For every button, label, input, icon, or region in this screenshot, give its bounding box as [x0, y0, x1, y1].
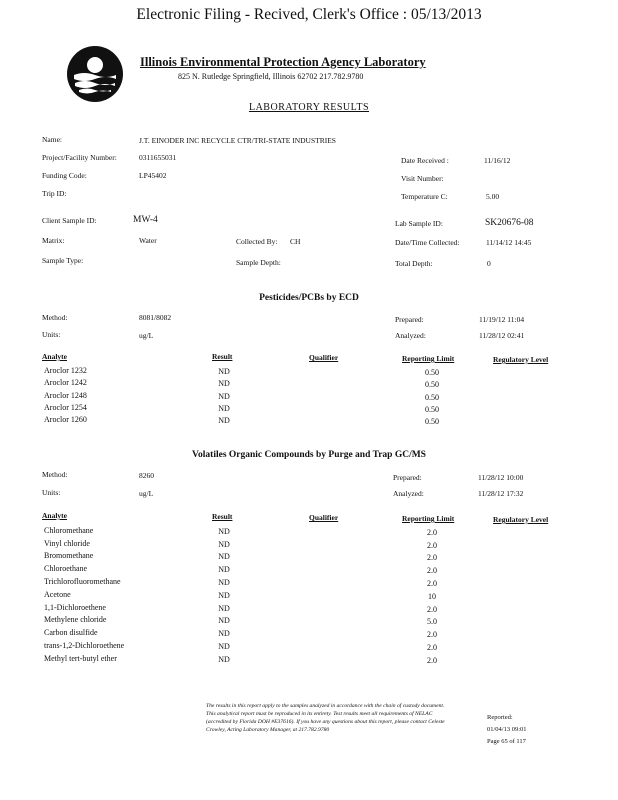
- s2-col-analyte: Analyte: [42, 511, 67, 520]
- s2-limit: 5.0: [427, 617, 437, 626]
- s1-result: ND: [218, 367, 230, 376]
- s2-limit: 2.0: [427, 605, 437, 614]
- s1-analyte: Aroclor 1254: [44, 403, 87, 412]
- s1-col-qualifier: Qualifier: [309, 353, 339, 362]
- reported-label: Reported:: [487, 714, 513, 721]
- funding-value: LP45402: [139, 171, 167, 180]
- lab-sample-value: SK20676-08: [485, 218, 534, 228]
- s1-analyzed-label: Analyzed:: [395, 331, 426, 340]
- s2-col-regulatory: Regulatory Level: [493, 515, 549, 524]
- s2-limit: 2.0: [427, 553, 437, 562]
- date-received-label: Date Received :: [401, 156, 449, 165]
- s1-limit: 0.50: [425, 417, 439, 426]
- s1-prepared-label: Prepared:: [395, 315, 424, 324]
- s1-col-result: Result: [212, 352, 233, 361]
- lab-address: 825 N. Rutledge Springfield, Illinois 62702 217.782.9780: [178, 72, 364, 81]
- sample-type-label: Sample Type:: [42, 256, 84, 265]
- document-title: LABORATORY RESULTS: [248, 102, 370, 113]
- collected-label: Collected By:: [236, 237, 278, 246]
- s2-analyte: trans-1,2-Dichloroethene: [44, 641, 125, 650]
- s2-analyte: Methyl tert-butyl ether: [44, 654, 117, 663]
- s2-result: ND: [218, 655, 230, 664]
- s2-result: ND: [218, 540, 230, 549]
- client-sample-value: MW-4: [133, 215, 158, 225]
- s1-col-regulatory: Regulatory Level: [493, 355, 549, 364]
- lab-sample-label: Lab Sample ID:: [395, 219, 443, 228]
- s2-limit: 2.0: [427, 643, 437, 652]
- s2-analyte: Carbon disulfide: [44, 628, 98, 637]
- s2-limit: 2.0: [427, 541, 437, 550]
- s1-analyte: Aroclor 1248: [44, 391, 87, 400]
- s2-limit: 2.0: [427, 630, 437, 639]
- datetime-value: 11/14/12 14:45: [486, 238, 532, 247]
- s1-result: ND: [218, 416, 230, 425]
- s2-analyte: Methylene chloride: [44, 615, 107, 624]
- collected-value: CH: [290, 237, 301, 246]
- s2-result: ND: [218, 578, 230, 587]
- s1-result: ND: [218, 404, 230, 413]
- s2-units-label: Units:: [42, 488, 61, 497]
- name-value: J.T. EINODER INC RECYCLE CTR/TRI-STATE INDUSTRIES: [139, 136, 336, 145]
- s1-analyzed-value: 11/28/12 02:41: [479, 331, 525, 340]
- visit-label: Visit Number:: [401, 174, 444, 183]
- footer-disclaimer: The results in this report apply to the samples analyzed in accordance with the chain of custody document. This analytical report must be reproduced in its entirety. Test results meet all requirements of NELAC (accredited by Florida DOH #E37616). If you have any questions about this report, please contact Celeste Crowley, Acting Laboratory Manager, at 217.782.9780: [206, 703, 445, 734]
- s1-result: ND: [218, 392, 230, 401]
- s1-analyte: Aroclor 1242: [44, 378, 87, 387]
- s2-col-result: Result: [212, 512, 233, 521]
- section1-title: Pesticides/PCBs by ECD: [259, 293, 359, 303]
- s2-prepared-label: Prepared:: [393, 473, 422, 482]
- s2-method-value: 8260: [139, 471, 154, 480]
- s2-prepared-value: 11/28/12 10:00: [478, 473, 524, 482]
- s2-result: ND: [218, 552, 230, 561]
- project-value: 0311655031: [139, 153, 177, 162]
- s2-col-qualifier: Qualifier: [309, 513, 339, 522]
- s1-col-reporting: Reporting Limit: [402, 354, 455, 363]
- s1-limit: 0.50: [425, 393, 439, 402]
- s2-analyte: Bromomethane: [44, 551, 94, 560]
- s2-method-label: Method:: [42, 470, 68, 479]
- sample-depth-label: Sample Depth:: [236, 258, 281, 267]
- s1-analyte: Aroclor 1232: [44, 366, 87, 375]
- s1-units-value: ug/L: [139, 331, 154, 340]
- s2-limit: 2.0: [427, 528, 437, 537]
- s2-limit: 10: [428, 592, 436, 601]
- matrix-label: Matrix:: [42, 236, 65, 245]
- s1-prepared-value: 11/19/12 11:04: [479, 315, 525, 324]
- s2-analyte: Trichlorofluoromethane: [44, 577, 121, 586]
- reported-value: 01/04/13 09:01: [487, 726, 527, 733]
- iepa-logo-icon: [66, 45, 124, 103]
- temperature-label: Temperature C:: [401, 192, 448, 201]
- s1-col-analyte: Analyte: [42, 352, 67, 361]
- temperature-value: 5.00: [486, 192, 500, 201]
- project-label: Project/Facility Number:: [42, 153, 117, 162]
- s1-limit: 0.50: [425, 380, 439, 389]
- date-received-value: 11/16/12: [484, 156, 511, 165]
- total-depth-value: 0: [487, 259, 491, 268]
- trip-label: Trip ID:: [42, 189, 67, 198]
- matrix-value: Water: [139, 236, 157, 245]
- datetime-label: Date/Time Collected:: [395, 238, 460, 247]
- s1-analyte: Aroclor 1260: [44, 415, 87, 424]
- s1-method-label: Method:: [42, 313, 68, 322]
- s1-limit: 0.50: [425, 368, 439, 377]
- s2-analyte: 1,1-Dichloroethene: [44, 603, 106, 612]
- s2-units-value: ug/L: [139, 489, 154, 498]
- s2-col-reporting: Reporting Limit: [402, 514, 455, 523]
- s2-analyte: Vinyl chloride: [44, 539, 90, 548]
- s2-result: ND: [218, 642, 230, 651]
- s2-limit: 2.0: [427, 566, 437, 575]
- page-number: Page 65 of 117: [487, 738, 526, 745]
- client-sample-label: Client Sample ID:: [42, 216, 97, 225]
- s2-analyzed-label: Analyzed:: [393, 489, 424, 498]
- s2-result: ND: [218, 616, 230, 625]
- lab-name: Illinois Environmental Protection Agency Laboratory: [140, 55, 426, 69]
- filing-banner: Electronic Filing - Recived, Clerk's Office : 05/13/2013: [136, 6, 482, 23]
- s2-limit: 2.0: [427, 656, 437, 665]
- s1-units-label: Units:: [42, 330, 61, 339]
- total-depth-label: Total Depth:: [395, 259, 433, 268]
- s2-analyte: Acetone: [44, 590, 71, 599]
- s2-result: ND: [218, 629, 230, 638]
- s2-result: ND: [218, 604, 230, 613]
- s2-result: ND: [218, 527, 230, 536]
- s1-limit: 0.50: [425, 405, 439, 414]
- s2-result: ND: [218, 565, 230, 574]
- section2-title: Volatiles Organic Compounds by Purge and Trap GC/MS: [192, 450, 426, 460]
- s1-result: ND: [218, 379, 230, 388]
- s1-method-value: 8081/8082: [139, 313, 172, 322]
- name-label: Name:: [42, 135, 62, 144]
- s2-analyzed-value: 11/28/12 17:32: [478, 489, 524, 498]
- s2-analyte: Chloromethane: [44, 526, 94, 535]
- funding-label: Funding Code:: [42, 171, 87, 180]
- s2-limit: 2.0: [427, 579, 437, 588]
- s2-analyte: Chloroethane: [44, 564, 88, 573]
- s2-result: ND: [218, 591, 230, 600]
